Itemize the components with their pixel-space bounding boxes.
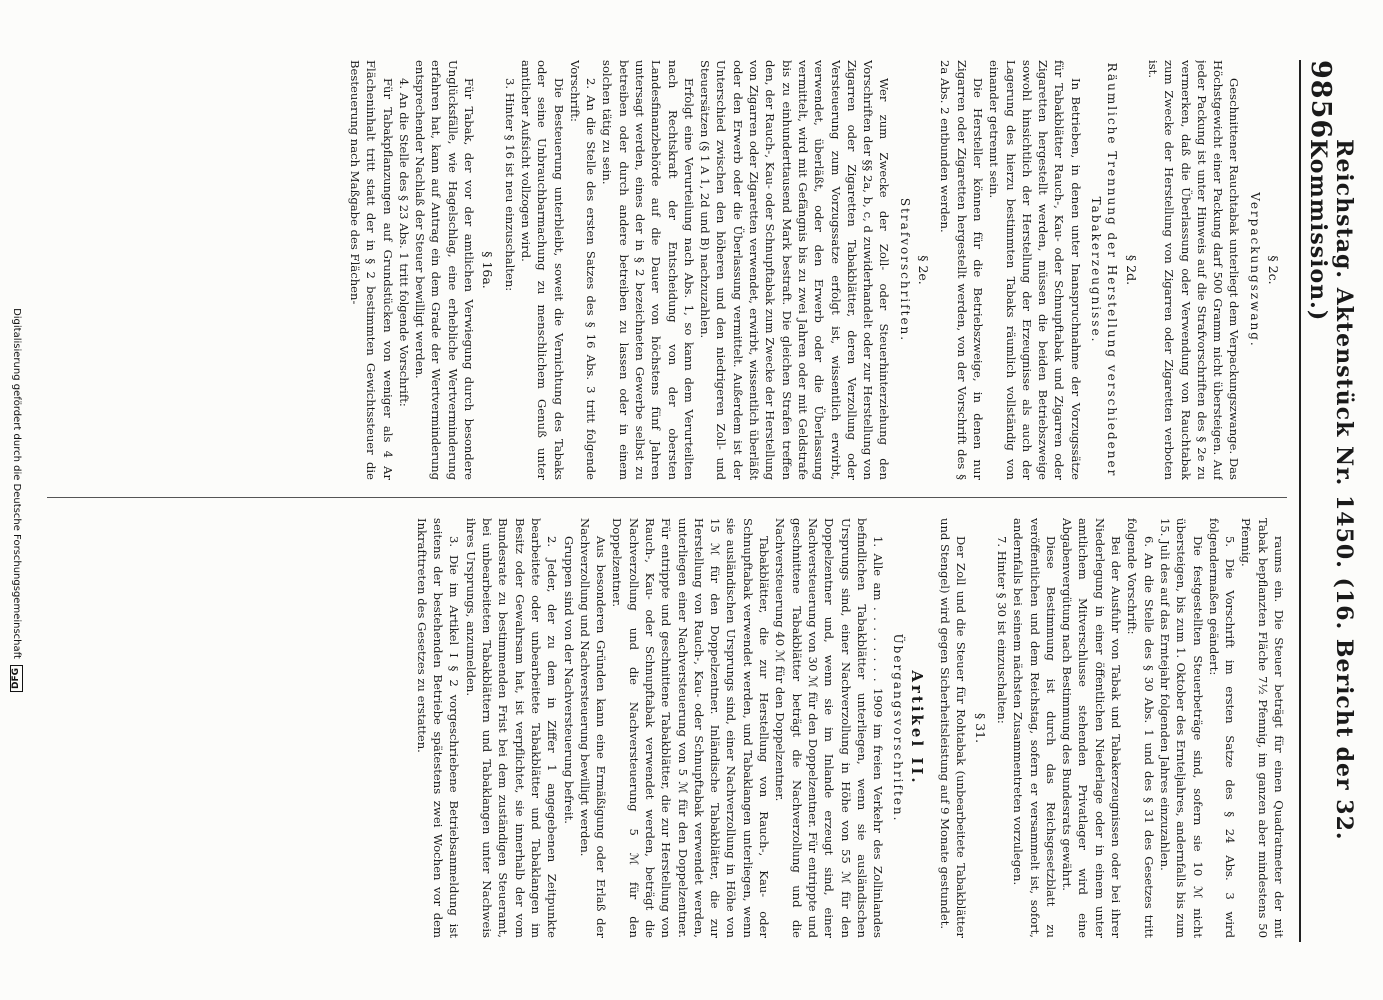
section-heading: § 16a. (480, 251, 496, 289)
paragraph: Geschnittener Rauchtabak unterliegt dem Verpackungszwange. Das Höchstgewicht einer Packung darf 500 Gramm nicht übersteigen. Auf jeder Packung ist unter Hinweis auf die Strafvorschriften des § 2e zu vermerken, daß die Überlassung oder Verwendung von Rauchtabak zum Zwecke der Herstellung von Zigarren oder Zigaretten verboten ist. (1145, 60, 1242, 480)
paragraph: Tabakblätter, die zur Herstellung von Rauch-, Kau- oder Schnupftabak verwendet werden, und Tabaklangen unterliegen, wenn sie ausländischen Ursprungs sind, einer Nachverzollung in Höhe von 15 ℳ für den Doppelzentner. Inländische Tabakblätter, die zur Herstellung von Rauch-, Kau- oder Schnupftabak verwendet werden, unterliegen einer Nachversteuerung von 5 ℳ für den Doppelzentner. Für entrippte und geschnittene Tabakblätter, die zur Herstellung von Rauch-, Kau- oder Schnupftabak verwendet werden, beträgt die Nachverzollung und die Nachversteuerung 5 ℳ für den Doppelzentner. (610, 518, 772, 938)
section-heading: § 2c. (1266, 255, 1281, 285)
section-heading: § 2d. (1123, 254, 1139, 286)
paragraph: 5. Die Vorschrift im ersten Satze des § 24 Abs. 3 wird folgendermaßen geändert: (1206, 518, 1238, 938)
paragraph: 3. Hinter § 16 ist neu einzuschalten: (502, 78, 517, 292)
section-title: Übergangsvorschriften. (891, 633, 906, 823)
credit-text: Digitalisierung gefördert durch die Deutsche Forschungsgemeinschaft (11, 308, 22, 659)
paragraph: Diese Bestimmung ist durch das Reichsgesetzblatt zu veröffentlichen und dem Reichstag, sofern er versammelt ist, sofort, andernfalls bei seinem nächsten Zusammentreten vorzulegen. (1011, 518, 1058, 938)
section-title: Strafvorschriften. (897, 197, 912, 343)
paragraph: 6. An die Stelle des § 30 Abs. 1 und des § 31 des Gesetzes tritt folgende Vorschrift: (1125, 518, 1156, 938)
paragraph: 2. Jeder, der zu dem in Ziffer 1 angegebenen Zeitpunkte bearbeitete oder unbearbeitete Tabakblätter und Tabaklangen im Besitz oder Gewahrsam hat, ist verpflichtet, sie innerhalb der vom Bundesrate zu bestimmenden Frist bei dem zuständigen Steueramt, bei unbearbeiteten Tabakblättern und Tabaklangen unter Nachweis ihres Ursprungs, anzumelden. (463, 518, 560, 938)
left-column (67, 60, 1287, 480)
paragraph: Wer zum Zwecke der Zoll- oder Steuerhinterziehung den Vorschriften der §§ 2a, b, c, d zuwiderhandelt oder zur Herstellung von Zigarren oder Zigaretten Tabakblätter, deren Verzollung oder Versteuerung zum Vorzugssatze erfolgt ist, wissentlich erwirbt, verwendet, überläßt, oder den Erwerb oder die Überlassung vermittelt, wird mit Gefängnis bis zu zwei Jahren oder mit Geldstrafe bis zu einhunderttausend Mark bestraft. Die gleichen Strafen treffen den, der Rauch-, Kau- oder Schnupftabak zum Zwecke der Herstellung von Zigarren oder Zigaretten verwendet, erwirbt, wissentlich überläßt oder den Erwerb oder die Überlassung vermittelt. Außerdem ist der Unterschied zwischen den höheren und den niedrigeren Zoll- und Steuersätzen (§ 1 A 1, 2d und B) nachzuzahlen. (698, 60, 892, 480)
section-heading: § 2e. (916, 255, 932, 285)
paragraph: 7. Hinter § 30 ist einzuschalten: (994, 536, 1009, 724)
page-header (1299, 60, 1357, 942)
paragraph: 4. An die Stelle des § 23 Abs. 1 tritt folgende Vorschrift: (396, 78, 411, 407)
paragraph: Aus besonderen Gründen kann eine Ermäßigung oder Erlaß der Nachverzollung und Nachversteuerung bewilligt werden. (577, 518, 609, 938)
paragraph: Die festgestellten Steuerbeträge sind, sofern sie 10 ℳ nicht übersteigen, bis zum 1. Oktober des Ernteljahres, andernfalls bis zum 15. Juli des auf das Erntejahr folgenden Jahres einzuzahlen. (1157, 518, 1205, 938)
paragraph: 1. Alle am . . . . . . . . 1909 im freien Verkehr des Zollinlandes befindlichen Tabakblätter unterliegen, wenn sie ausländischen Ursprungs sind, einer Nachverzollung in Höhe von 55 ℳ für den Doppelzentner und, wenn sie im Inlande erzeugt sind, einer Nachversteuerung von 30 ℳ für den Doppelzentner. Für entrippte und geschnittene Tabakblätter beträgt die Nachverzollung und die Nachversteuerung 40 ℳ für den Doppelzentner. (773, 518, 886, 938)
paragraph: 3. Die im Artikel I § 2 vorgeschriebene Betriebsanmeldung ist seitens der bestehenden Betriebe spätestens zwei Wochen vor dem Inkrafttreten des Gesetzes zu erstatten. (414, 518, 462, 938)
section-title: Räumliche Trennung der Herstellung verschiedener Tabakerzeugnisse. (1089, 62, 1120, 478)
article-title: Artikel II. (907, 670, 926, 786)
page-number: 9856 (1305, 60, 1336, 140)
section-title: Verpackungszwang. (1247, 192, 1262, 348)
paragraph: Für Tabakpflanzungen auf Grundstücken von weniger als 4 Ar Flächeninhalt tritt statt der in § 2 bestimmten Gewichtssteuer die Besteuerung nach Maßgabe des Flächen- (347, 60, 395, 480)
paragraph: Die Besteuerung unterbleibt, soweit die Vernichtung des Tabaks oder seine Unbrauchbarmachung zu menschlichem Genuß unter amtlicher Aufsicht vollzogen wird. (518, 60, 566, 480)
column-divider (47, 497, 1287, 498)
paragraph: Die Hersteller können für die Betriebszweige, in denen nur Zigarren oder Zigaretten hergestellt werden, von der Vorschrift des § 2a Abs. 2 entbunden werden. (938, 60, 985, 480)
paragraph: raums ein. Die Steuer beträgt für einen Quadratmeter der mit Tabak bepflanzten Fläche 7½ Pfennig, im ganzen aber mindestens 50 Pfennig. (1239, 518, 1286, 938)
paragraph: Der Zoll und die Steuer für Rohtabak (unbearbeitete Tabakblätter und Stengel) wird gegen Sicherheitsleistung auf 9 Monate gestundet. (938, 518, 969, 938)
paragraph: Erfolgt eine Verurteilung nach Abs. 1, so kann dem Verurteilten nach Rechtskraft der Entscheidung von der obersten Landesfinanzbehörde auf die Dauer von höchstens fünf Jahren untersagt werden, eines der in § 2 bezeichneten Gewerbe selbst zu betreiben oder durch andere betreiben zu lassen oder in einem solchen tätig zu sein. (600, 60, 696, 480)
right-column (67, 518, 1287, 938)
paragraph: Gruppen sind von der Nachversteuerung befreit. (561, 536, 576, 824)
paragraph: In Betrieben, in denen unter Inanspruchnahme der Vorzugssätze für Tabakblätter Rauch-, Kau- oder Schnupftabak und Zigarren oder Zigaretten hergestellt werden, müssen die beiden Betriebszweige sowohl hinsichtlich der Herstellung der Erzeugnisse als auch der Lagerung des hierzu bestimmten Tabaks räumlich vollständig von einander getrennt sein. (987, 60, 1083, 480)
paragraph: Bei der Ausfuhr von Tabak und Tabakerzeugnissen oder bei ihrer Niederlegung in einer öffentlichen Niederlage oder in einem unter amtlichem Mitverschlusse stehenden Privatlager wird eine Abgabenvergütung nach Bestimmung des Bundesrats gewährt. (1060, 518, 1124, 938)
paragraph: Für Tabak, der vor der amtlichen Verwiegung durch besondere Unglücksfälle, wie Hagelschlag, eine erhebliche Wertverminderung erfahren hat, kann auf Antrag ein dem Grade der Wertverminderung entsprechender Nachlaß der Steuer bewilligt werden. (413, 60, 477, 480)
paragraph: 2. An die Stelle des ersten Satzes des § 16 Abs. 3 tritt folgende Vorschrift: (567, 60, 599, 480)
dfg-logo: DFG (10, 665, 23, 692)
section-heading: § 31. (972, 712, 988, 744)
running-head: Reichstag. Aktenstück Nr. 1450. (16. Bericht der 32. Kommission.) (1305, 139, 1357, 841)
digitization-credit (10, 0, 23, 1000)
